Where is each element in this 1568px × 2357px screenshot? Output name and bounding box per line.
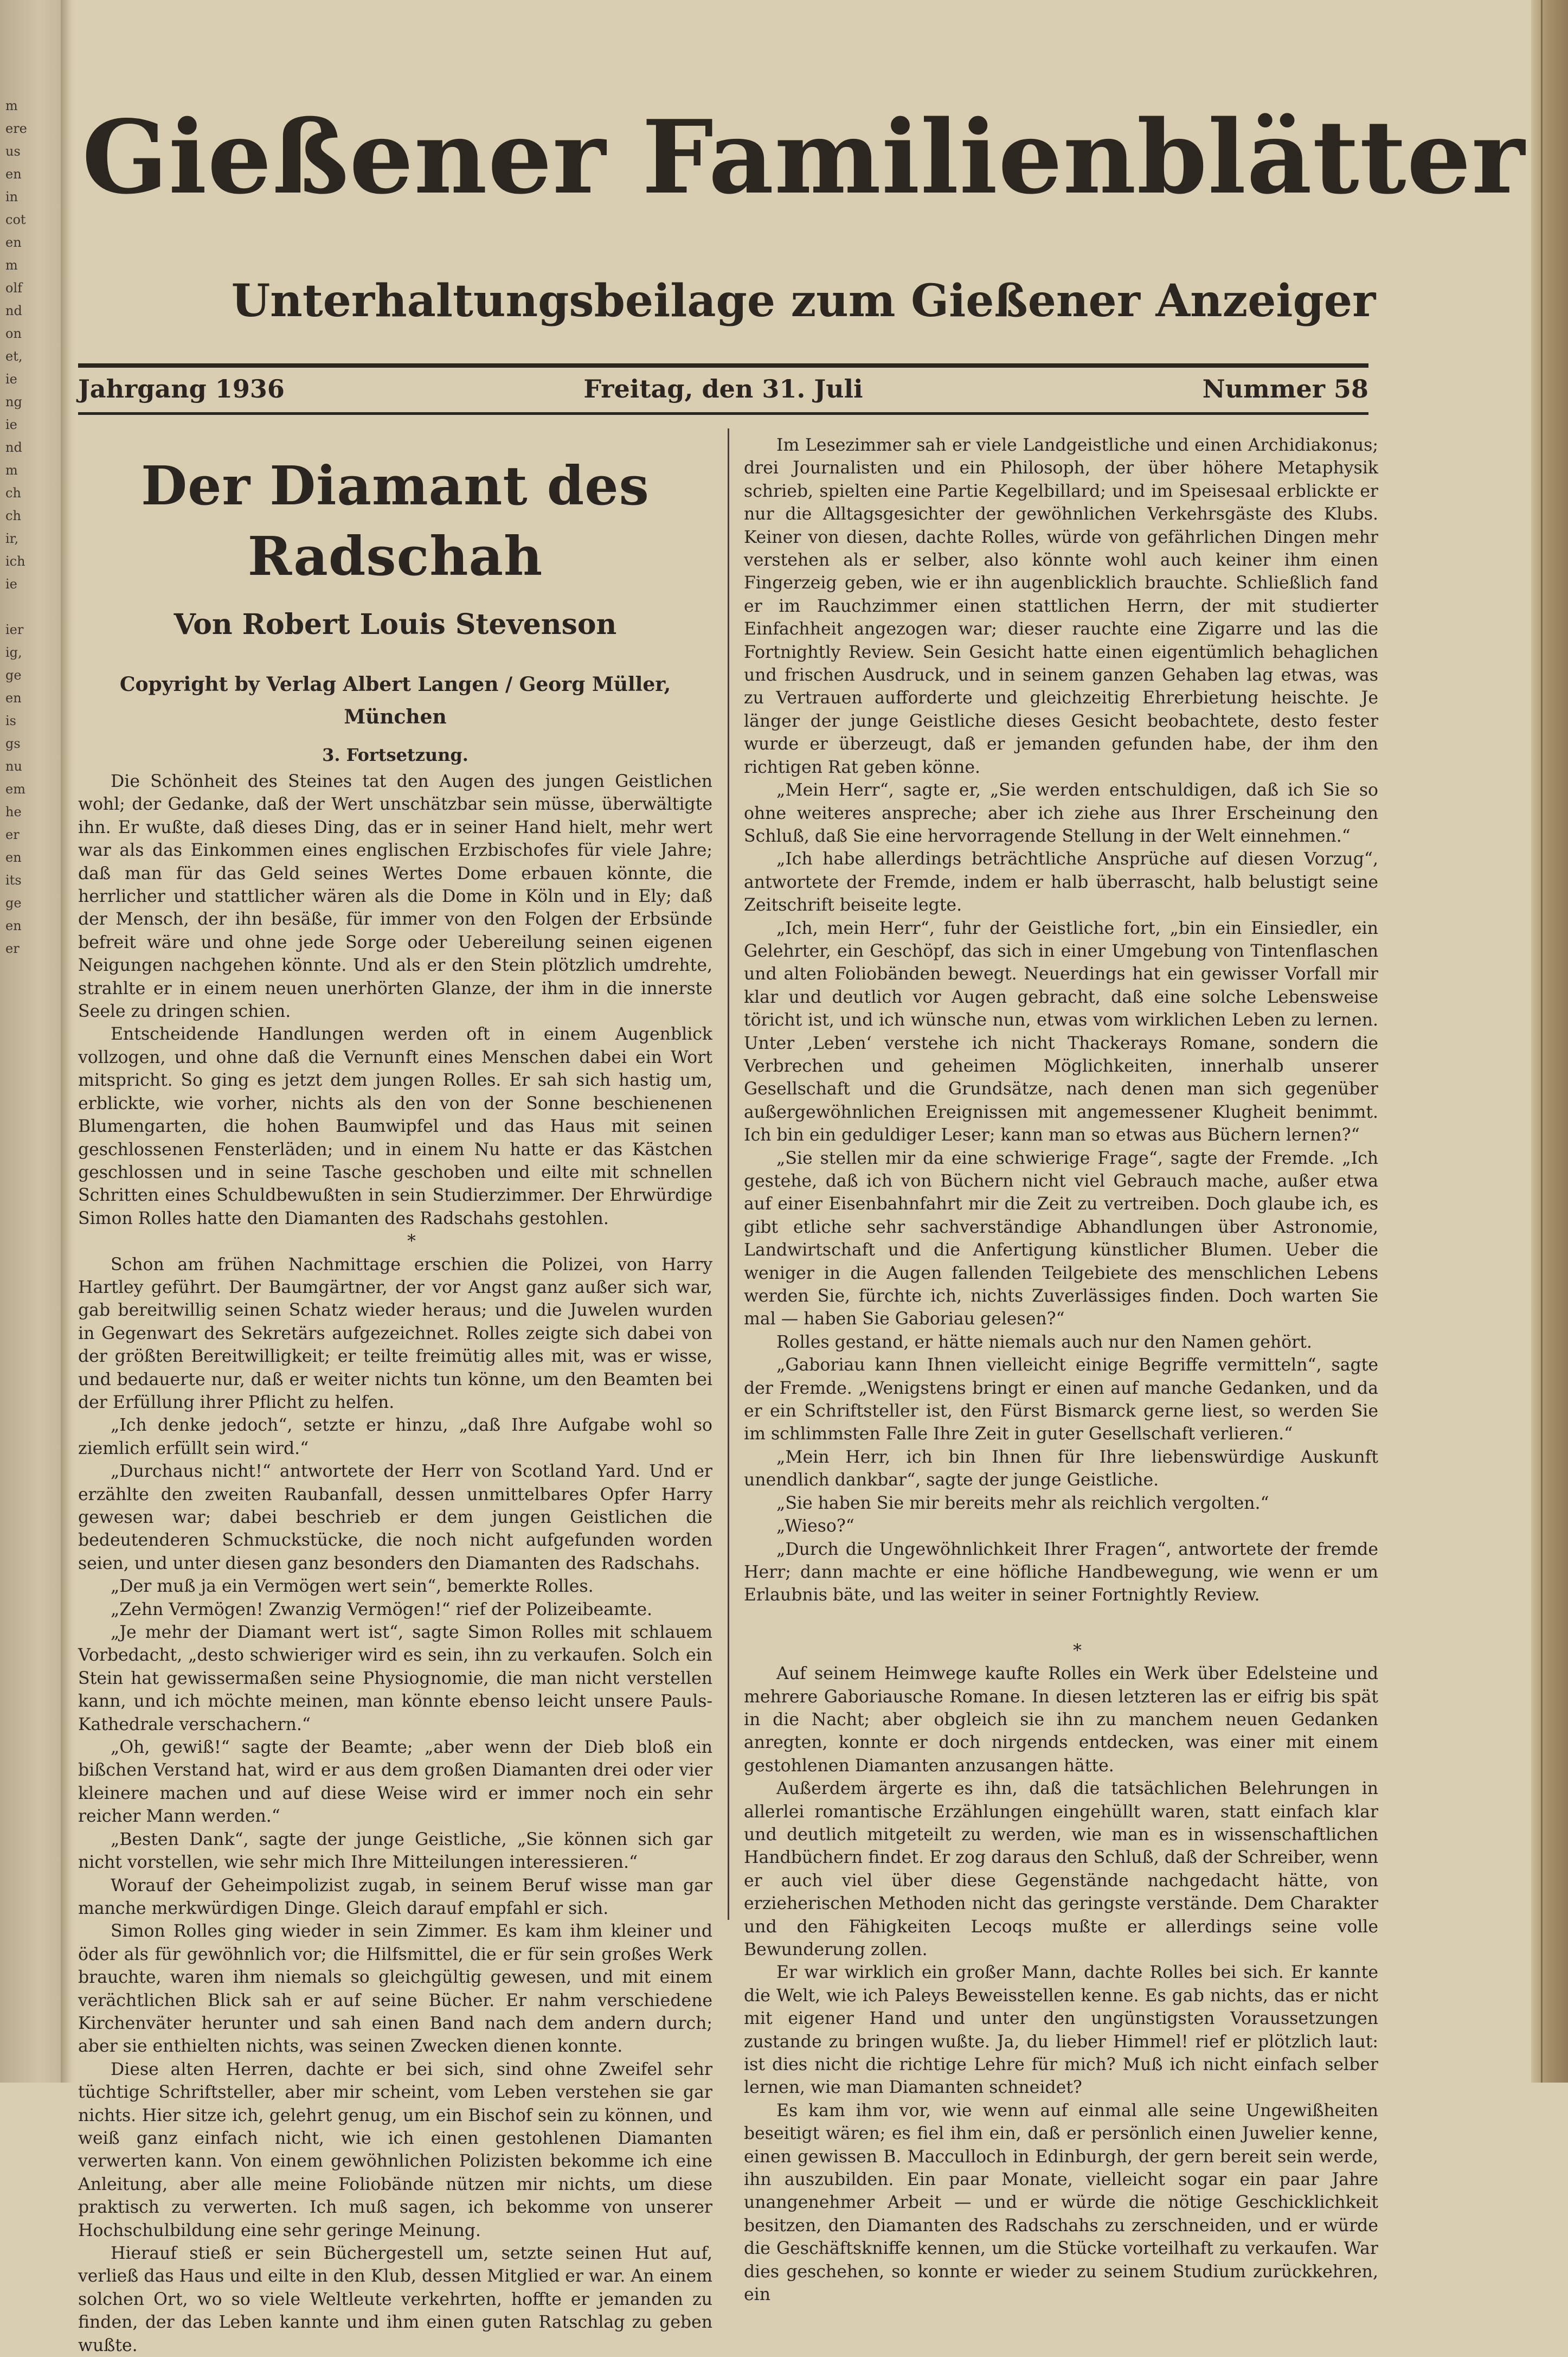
margin-fragment: ie	[5, 372, 17, 387]
paragraph: „Ich, mein Herr“, fuhr der Geistliche fort, „bin ein Einsiedler, ein Gelehrter, ein Geschöpf, das sich in einer Umgebung von Tintenflaschen und alten Foliobänden bewegt. Neuerdings hat ein gewisser Vorfall mir klar und deutlich vor Augen gebracht, daß eine solche Lebensweise töricht ist, und ich wünsche nun, etwas vom wirklichen Leben zu lernen. Unter ‚Leben‘ verstehe ich nicht Thackerays Romane, sondern die Verbrechen und geheimen Möglichkeiten, innerhalb unserer Gesellschaft und die Grundsätze, nach denen man sich gegenüber außergewöhnlichen Ereignissen mit angemessener Klugheit benimmt. Ich bin ein geduldiger Leser; kann man so etwas aus Büchern lernen?“	[744, 918, 1378, 1145]
margin-fragment: he	[5, 804, 22, 819]
margin-fragment: ge	[5, 895, 22, 911]
paragraph: „Besten Dank“, sagte der junge Geistliche, „Sie können sich gar nicht vorstellen, wie sehr mich Ihre Mitteilungen interessieren.“	[78, 1829, 712, 1873]
adjacent-page-fragment	[0, 0, 65, 2083]
paragraph: „Zehn Vermögen! Zwanzig Vermögen!“ rief der Polizeibeamte.	[111, 1599, 653, 1619]
margin-fragment: en	[5, 850, 22, 865]
paragraph: „Mein Herr, ich bin Ihnen für Ihre liebenswürdige Auskunft unendlich dankbar“, sagte der junge Geistliche.	[744, 1447, 1378, 1490]
paragraph: Er war wirklich ein großer Mann, dachte Rolles bei sich. Er kannte die Welt, wie ich Paleys Beweisstellen kenne. Es gab nichts, das er nicht mit eigener Hand und unter den ungünstigsten Voraussetzungen zustande zu bringen wußte. Ja, du lieber Himmel! rief er plötzlich laut: ist dies nicht die richtige Lehre für mich? Muß ich nicht einfach selber lernen, wie man Diamanten schneidet?	[744, 1963, 1378, 2098]
paragraph: „Sie haben Sie mir bereits mehr als reichlich vergolten.“	[776, 1493, 1269, 1513]
paragraph: Außerdem ärgerte es ihn, daß die tatsächlichen Belehrungen in allerlei romantische Erzählungen eingehüllt waren, statt einfach klar und deutlich mitgeteilt zu werden, wie man es in wissenschaftlichen Handbüchern findet. Er zog daraus den Schluß, daß der Schreiber, wenn er auch viel über diese Gegenstände nachgedacht hätte, von erzieherischen Methoden nicht das geringste verstände. Dem Charakter und den Fähigkeiten Lecoqs mußte er allerdings seine volle Bewunderung zollen.	[744, 1779, 1378, 1959]
margin-fragment: is	[5, 713, 16, 728]
margin-fragment: ie	[5, 417, 17, 432]
paragraph: Simon Rolles ging wieder in sein Zimmer. Es kam ihm kleiner und öder als für gewöhnlich vor; die Hilfsmittel, die er für sein großes Werk brauchte, waren ihm niemals so gleichgültig gewesen, und mit einem verächtlichen Blick sah er auf seine Bücher. Er nahm verschiedene Kirchenväter herunter und sah einen Band nach dem andern durch; aber sie enthielten nichts, was seinen Zwecken dienen konnte.	[78, 1922, 712, 2057]
volume-label: Jahrgang 1936	[78, 374, 285, 403]
margin-fragment: in	[5, 189, 18, 204]
margin-fragment: gs	[5, 736, 21, 751]
margin-fragment: ch	[5, 508, 21, 523]
section-separator: *	[407, 1232, 416, 1252]
paragraph: Rolles gestand, er hätte niemals auch nur den Namen gehört.	[776, 1332, 1312, 1352]
margin-fragment: m	[5, 463, 18, 478]
margin-fragment: en	[5, 918, 22, 933]
page-fold	[61, 0, 76, 2083]
section-separator: *	[1073, 1641, 1082, 1661]
margin-fragment: ier	[5, 622, 24, 637]
left-text-block-2	[78, 1253, 712, 2357]
binding-edge	[1531, 0, 1568, 2083]
paragraph: „Durchaus nicht!“ antwortete der Herr von Scotland Yard. Und er erzählte den zweiten Raubanfall, dessen unmittelbares Opfer Harry gewesen war; dabei beschrieb er dem jungen Geistlichen die bedeutenderen Schmuckstücke, die noch nicht aufgefunden worden seien, und unter diesen ganz besonders den Diamanten des Radschahs.	[78, 1462, 712, 1573]
margin-fragment: ng	[5, 394, 22, 409]
issue-date: Freitag, den 31. Juli	[583, 374, 863, 403]
paragraph: „Je mehr der Diamant wert ist“, sagte Simon Rolles mit schlauem Vorbedacht, „desto schwieriger wird es sein, ihn zu verkaufen. Solch ein Stein hat gewissermaßen seine Physiognomie, die man nicht verstellen kann, und ich möchte meinen, man könnte ebenso leicht unsere Pauls-Kathedrale verschachern.“	[78, 1623, 712, 1734]
dateline	[78, 369, 1368, 409]
margin-fragment: nu	[5, 759, 22, 774]
margin-fragment: ere	[5, 121, 27, 136]
paragraph: „Ich denke jedoch“, setzte er hinzu, „daß Ihre Aufgabe wohl so ziemlich erfüllt sein wird.“	[78, 1416, 712, 1458]
paragraph: Schon am frühen Nachmittage erschien die Polizei, von Harry Hartley geführt. Der Baumgärtner, der vor Angst ganz außer sich war, gab bereitwillig seinen Schatz wieder heraus; und die Juwelen wurden in Gegenwart des Sekretärs aufgezeichnet. Rolles zeigte sich dabei von der größten Bereitwilligkeit; er teilte freimütig alles mit, was er wisse, und bedauerte nur, daß er weiter nichts tun könne, um den Beamten bei der Erfüllung ihrer Pflicht zu helfen.	[78, 1254, 712, 1412]
paragraph: Diese alten Herren, dachte er bei sich, sind ohne Zweifel sehr tüchtige Schriftsteller, aber mir scheint, vom Leben verstehen sie gar nichts. Hier sitze ich, gelehrt genug, um ein Bischof sein zu können, und weiß ganz einfach nicht, wie ich einen gestohlenen Diamanten verwerten kann. Von einem gewöhnlichen Polizisten bekomme ich eine Anleitung, aber alle meine Foliobände nützen mir nichts, um diese praktisch zu verwerten. Ich muß sagen, ich bekomme von unserer Hochschulbildung eine sehr geringe Meinung.	[78, 2059, 712, 2240]
right-text-block-2	[744, 1662, 1378, 2306]
margin-fragment: ie	[5, 577, 17, 592]
margin-fragment: ch	[5, 485, 21, 501]
paragraph: „Mein Herr“, sagte er, „Sie werden entschuldigen, daß ich Sie so ohne weiteres anspreche; aber ich ziehe aus Ihrer Erscheinung den Schluß, daß Sie eine hervorragende Stellung in der Welt einnehmen.“	[744, 780, 1378, 846]
paragraph: „Oh, gewiß!“ sagte der Beamte; „aber wenn der Dieb bloß ein bißchen Verstand hat, wird er aus dem großen Diamanten drei oder vier kleinere machen und auf diese Weise wird er immer noch ein sehr reicher Mann werden.“	[78, 1738, 712, 1827]
installment-label: 3. Fortsetzung.	[322, 745, 468, 765]
paragraph: „Der muß ja ein Vermögen wert sein“, bemerkte Rolles.	[111, 1577, 594, 1597]
copyright-line: Copyright by Verlag Albert Langen / Georg Müller, München	[119, 673, 671, 728]
margin-fragment: nd	[5, 303, 22, 318]
paragraph: „Gaboriau kann Ihnen vielleicht einige Begriffe vermitteln“, sagte der Fremde. „Wenigstens bringt er einen auf manche Gedanken, und da er ein Schriftsteller ist, den Fürst Bismarck gerne liest, so werden Sie im schlimmsten Falle Ihre Zeit in guter Gesellschaft verlieren.“	[744, 1355, 1378, 1444]
paragraph: „Sie stellen mir da eine schwierige Frage“, sagte der Fremde. „Ich gestehe, daß ich von Büchern nicht viel Gebrauch mache, außer etwa auf einer Eisenbahnfahrt mir die Zeit zu vertreiben. Doch glaube ich, es gibt etliche sehr sachverständige Abhandlungen über Astronomie, Landwirtschaft und die Anfertigung künstlicher Blumen. Ueber die weniger in die Augen fallenden Teilgebiete des menschlichen Lebens werden Sie, fürchte ich, nichts Zuverlässiges finden. Doch warten Sie mal — haben Sie Gaboriau gelesen?“	[744, 1148, 1378, 1329]
article-author: Von Robert Louis Stevenson	[173, 608, 617, 641]
margin-fragment: m	[5, 258, 18, 273]
paragraph: Es kam ihm vor, wie wenn auf einmal alle seine Ungewißheiten beseitigt wären; es fiel ihm ein, daß er persönlich einen Juwelier kenne, einen gewissen B. Macculloch in Edinburgh, der gern bereit sein werde, ihn auszubilden. Ein paar Monate, vielleicht sogar ein paar Jahre unangenehmer Arbeit — und er würde die nötige Geschicklichkeit besitzen, den Diamanten des Radschahs zu zerschneiden, und er würde die Geschäftskniffe kennen, um die Stücke vorteilhaft zu verkaufen. War dies geschehen, so konnte er wieder zu seinem Studium zurückkehren, ein	[744, 2100, 1378, 2305]
paragraph: Worauf der Geheimpolizist zugab, in seinem Beruf wisse man gar manche merkwürdigen Dinge. Gleich darauf empfahl er sich.	[78, 1875, 712, 1918]
margin-fragment: er	[5, 827, 20, 842]
issue-number: Nummer 58	[1202, 374, 1368, 403]
margin-fragment: er	[5, 941, 20, 956]
article-title: Der Diamant des Radschah	[141, 455, 650, 588]
column-divider	[728, 428, 729, 1920]
margin-fragment: ig,	[5, 645, 22, 660]
margin-fragment: on	[5, 326, 22, 341]
left-text-block-1	[78, 770, 712, 1230]
margin-fragment: us	[5, 144, 21, 159]
paragraph: Die Schönheit des Steines tat den Augen des jungen Geistlichen wohl; der Gedanke, daß der Wert unschätzbar sein müsse, überwältigte ihn. Er wußte, daß dieses Ding, das er in seiner Hand hielt, mehr wert war als das Einkommen eines englischen Erzbischofes für viele Jahre; daß man für das Geld seines Wertes Dome erbauen könnte, die herrlicher und stattlicher wären als die Dome in Köln und in Ely; daß der Mensch, der ihn besäße, für immer von den Folgen der Erbsünde befreit wäre und ohne jede Sorge oder Uebereilung seinen eigenen Neigungen nachgehen könnte. Und als er den Stein plötzlich umdrehte, strahlte er in einem neuen unerhörten Glanze, der ihm in die innerste Seele zu dringen schien.	[78, 772, 712, 1022]
margin-fragment: ge	[5, 668, 22, 683]
paragraph: Im Lesezimmer sah er viele Landgeistliche und einen Archidiakonus; drei Journalisten und ein Philosoph, der über höhere Metaphysik schrieb, spielten eine Partie Kegelbillard; und im Speisesaal erblickte er nur die Alltagsgesichter der gewöhnlichen Verkehrsgäste des Klubs. Keiner von diesen, dachte Rolles, würde von gefährlichen Dingen mehr verstehen als er selber, also könnte wohl auch keiner ihm einen Fingerzeig geben, wie er ihn augenblicklich brauchte. Schließlich fand er im Rauchzimmer einen stattlichen Herrn, der mit studierter Einfachheit angezogen war; dieser rauchte eine Zigarre und las die Fortnightly Review. Sein Gesicht hatte einen eigentümlich behaglichen und frischen Ausdruck, und in seinem ganzen Gehaben lag etwas, was zu Vertrauen aufforderte und gleichzeitig Ehrerbietung heischte. Je länger der junge Geistliche dieses Gesicht beobachtete, desto fester wurde er überzeugt, daß er jemanden gefunden habe, der ihm den richtigen Rat geben könne.	[744, 435, 1378, 777]
paragraph: „Durch die Ungewöhnlichkeit Ihrer Fragen“, antwortete der fremde Herr; dann machte er eine höfliche Handbewegung, wie wenn er um Erlaubnis bäte, und las weiter in seiner Fortnightly Review.	[744, 1539, 1378, 1605]
column-right	[744, 434, 1378, 2307]
paragraph: Hierauf stieß er sein Büchergestell um, setzte seinen Hut auf, verließ das Haus und eilte in den Klub, dessen Mitglied er war. An einem solchen Ort, wo so viele Weltleute verkehrten, hoffte er jemanden zu finden, der das Leben kannte und ihm einen guten Ratschlag zu geben wußte.	[78, 2244, 712, 2355]
margin-fragment: ir,	[5, 531, 19, 546]
margin-fragment: its	[5, 873, 22, 888]
paragraph: Auf seinem Heimwege kaufte Rolles ein Werk über Edelsteine und mehrere Gaboriausche Romane. In diesen letzteren las er eifrig bis spät in die Nacht; aber obgleich sie ihn zu manchem neuen Gedanken anregten, konnte er doch nirgends entdecken, was einer mit einem gestohlenen Diamanten anzusangen hätte.	[744, 1664, 1378, 1776]
margin-fragment: nd	[5, 440, 22, 455]
paragraph: „Wieso?“	[776, 1516, 854, 1536]
margin-fragment: ich	[5, 554, 25, 569]
margin-fragment: en	[5, 690, 22, 706]
margin-fragment: cot	[5, 212, 26, 227]
margin-fragment: m	[5, 98, 18, 113]
column-left	[78, 434, 712, 2357]
margin-fragment: en	[5, 235, 22, 250]
margin-fragment: en	[5, 166, 22, 182]
paragraph: „Ich habe allerdings beträchtliche Ansprüche auf diesen Vorzug“, antwortete der Fremde, indem er halb überrascht, halb belustigt seine Zeitschrift beiseite legte.	[744, 849, 1378, 915]
header-rule-bottom	[78, 412, 1368, 415]
masthead-title: Gießener Familienblätter	[82, 98, 1525, 216]
right-text-block-1	[744, 434, 1378, 1607]
margin-fragment: et,	[5, 349, 23, 364]
header-rule	[78, 363, 1368, 368]
masthead-subtitle: Unterhaltungsbeilage zum Gießener Anzeiger	[231, 275, 1376, 327]
paragraph: Entscheidende Handlungen werden oft in einem Augenblick vollzogen, und ohne daß die Vernunft eines Menschen dabei ein Wort mitspricht. So ging es jetzt dem jungen Rolles. Er sah sich hastig um, erblickte, wie vorher, nichts als den von der Sonne beschienenen Blumengarten, die hohen Baumwipfel und das Haus mit seinen geschlossenen Fensterläden; und in einem Nu hatte er das Kästchen geschlossen und in seine Tasche geschoben und eilte mit schnellen Schritten eines Schuldbewußten in sein Studierzimmer. Der Ehrwürdige Simon Rolles hatte den Diamanten des Radschahs gestohlen.	[78, 1024, 712, 1228]
margin-fragment: olf	[5, 280, 23, 296]
margin-fragment: em	[5, 782, 25, 797]
newspaper-page	[76, 0, 1531, 2355]
